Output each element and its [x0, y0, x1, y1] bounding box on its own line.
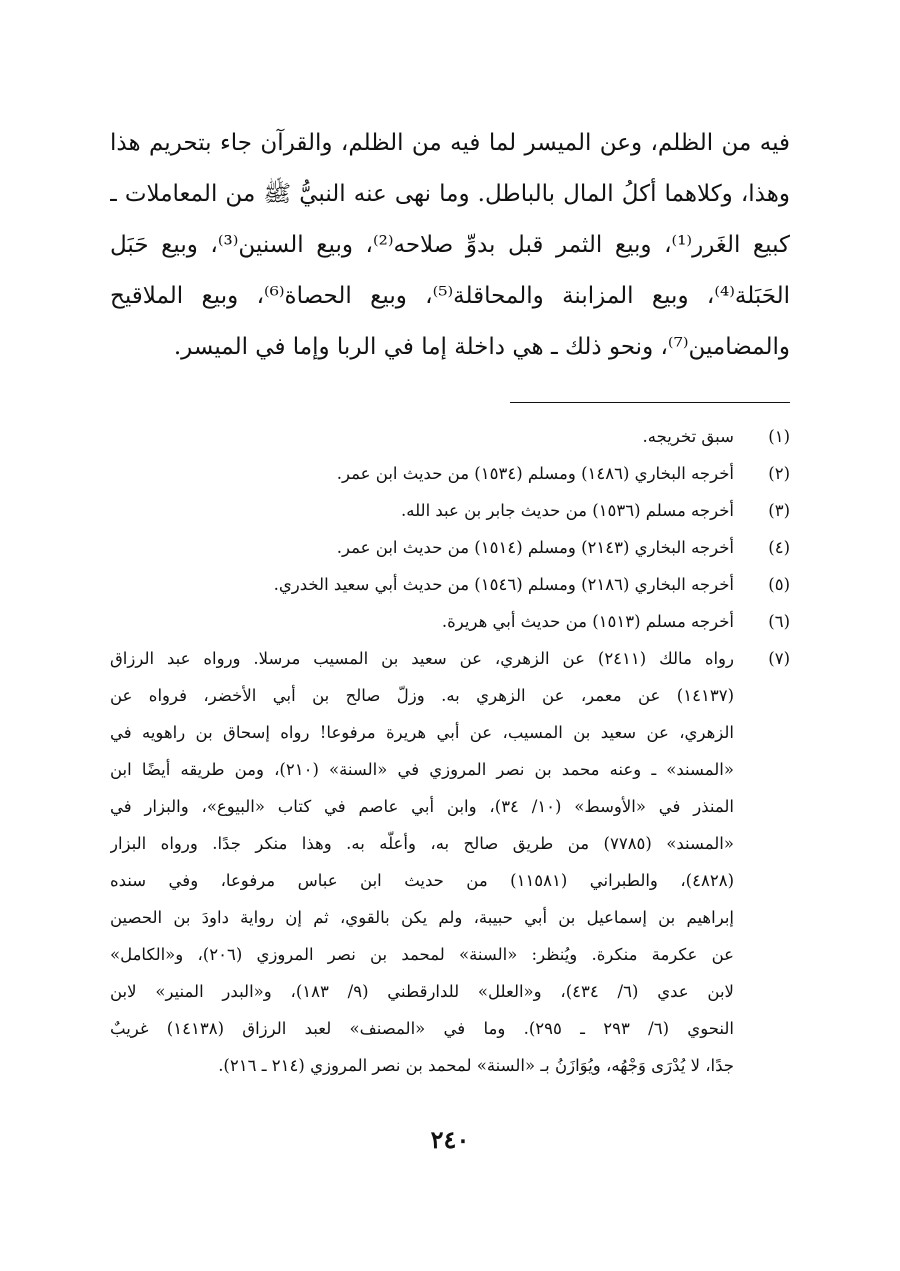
footnote-text — [110, 418, 734, 455]
main-text-line: كبيع الغَرر⁽¹⁾، وبيع الثمر قبل بدوِّ صلاحه⁽²⁾، وبيع السنين⁽³⁾، وبيع حَبَل — [110, 232, 790, 258]
page-number: ٢٤٠ — [430, 1125, 470, 1154]
main-text-block — [110, 118, 790, 373]
footnote-line: أخرجه البخاري (١٤٨٦) ومسلم (١٥٣٤) من حديث ابن عمر. — [336, 464, 734, 483]
footnote-line: سبق تخريجه. — [642, 427, 734, 446]
main-text-line: وهذا، وكلاهما أكلُ المال بالباطل. وما نهى عنه النبيُّ ﷺ من المعاملات ـ — [110, 181, 790, 207]
footnote-number: (٢) — [768, 464, 790, 483]
footnote-line: أخرجه مسلم (١٥٣٦) من حديث جابر بن عبد الله. — [400, 501, 734, 520]
footnote-line: النحوي (٦/ ٢٩٣ ـ ٢٩٥). وما في «المصنف» لعبد الرزاق (١٤١٣٨) غريبٌ — [110, 1019, 734, 1038]
footnote-line: عن عكرمة منكرة. ويُنظر: «السنة» لمحمد بن نصر المروزي (٢٠٦)، و«الكامل» — [110, 945, 734, 964]
footnote-line: رواه مالك (٢٤١١) عن الزهري، عن سعيد بن المسيب مرسلا. ورواه عبد الرزاق — [110, 649, 734, 668]
footnote-text — [110, 492, 734, 529]
main-text-line: الحَبَلة⁽⁴⁾، وبيع المزابنة والمحاقلة⁽⁵⁾، وبيع الحصاة⁽⁶⁾، وبيع الملاقيح — [110, 283, 790, 309]
footnote-5 — [110, 566, 790, 603]
footnote-line: المنذر في «الأوسط» (١٠/ ٣٤)، وابن أبي عاصم في كتاب «البيوع»، والبزار في — [110, 797, 734, 816]
footnote-number: (١) — [768, 427, 790, 446]
footnote-line: جدًا، لا يُدْرَى وَجْهُه، ويُوَازَنُ بـ «السنة» لمحمد بن نصر المروزي (٢١٤ ـ ٢١٦). — [218, 1056, 734, 1075]
footnotes — [110, 418, 790, 1084]
footnote-line: أخرجه البخاري (٢١٤٣) ومسلم (١٥١٤) من حديث ابن عمر. — [336, 538, 734, 557]
main-paragraph — [110, 118, 790, 373]
footnote-number: (٧) — [768, 649, 790, 668]
footnote-text — [110, 566, 734, 603]
footnote-2 — [110, 455, 790, 492]
footnote-7 — [110, 640, 790, 1084]
footnote-line: لابن عدي (٦/ ٤٣٤)، و«العلل» للدارقطني (٩/ ١٨٣)، و«البدر المنير» لابن — [110, 982, 734, 1001]
footnote-number: (٣) — [768, 501, 790, 520]
footnote-text — [110, 529, 734, 566]
footnote-text — [110, 603, 734, 640]
footnote-6 — [110, 603, 790, 640]
footnote-separator — [510, 402, 790, 403]
footnote-4 — [110, 529, 790, 566]
footnote-line: أخرجه البخاري (٢١٨٦) ومسلم (١٥٤٦) من حديث أبي سعيد الخدري. — [273, 575, 734, 594]
footnote-number: (٦) — [768, 612, 790, 631]
footnote-number: (٤) — [768, 538, 790, 557]
footnote-text — [110, 455, 734, 492]
footnote-line: «المسند» (٧٧٨٥) من طريق صالح به، وأعلّه به. وهذا منكر جدًا. ورواه البزار — [110, 834, 734, 853]
footnote-line: إبراهيم بن إسماعيل بن أبي حبيبة، ولم يكن بالقوي، ثم إن رواية داودَ بن الحصين — [110, 908, 734, 927]
footnote-line: «المسند» ـ وعنه محمد بن نصر المروزي في «السنة» (٢١٠)، ومن طريقه أيضًا ابن — [110, 760, 734, 779]
footnote-line: أخرجه مسلم (١٥١٣) من حديث أبي هريرة. — [441, 612, 734, 631]
main-text-line: فيه من الظلم، وعن الميسر لما فيه من الظلم، والقرآن جاء بتحريم هذا — [110, 130, 790, 156]
footnote-text — [110, 640, 734, 1084]
footnote-line: (١٤١٣٧) عن معمر، عن الزهري به. وزلّ صالح بن أبي الأخضر، فرواه عن — [110, 686, 734, 705]
footnote-line: الزهري، عن سعيد بن المسيب، عن أبي هريرة مرفوعا! رواه إسحاق بن راهويه في — [110, 723, 734, 742]
main-text-line: والمضامين⁽⁷⁾، ونحو ذلك ـ هي داخلة إما في الربا وإما في الميسر. — [173, 334, 790, 360]
footnote-1 — [110, 418, 790, 455]
footnote-3 — [110, 492, 790, 529]
footnote-number: (٥) — [768, 575, 790, 594]
footnote-line: (٤٨٢٨)، والطبراني (١١٥٨١) من حديث ابن عباس مرفوعا، وفي سنده — [110, 871, 734, 890]
